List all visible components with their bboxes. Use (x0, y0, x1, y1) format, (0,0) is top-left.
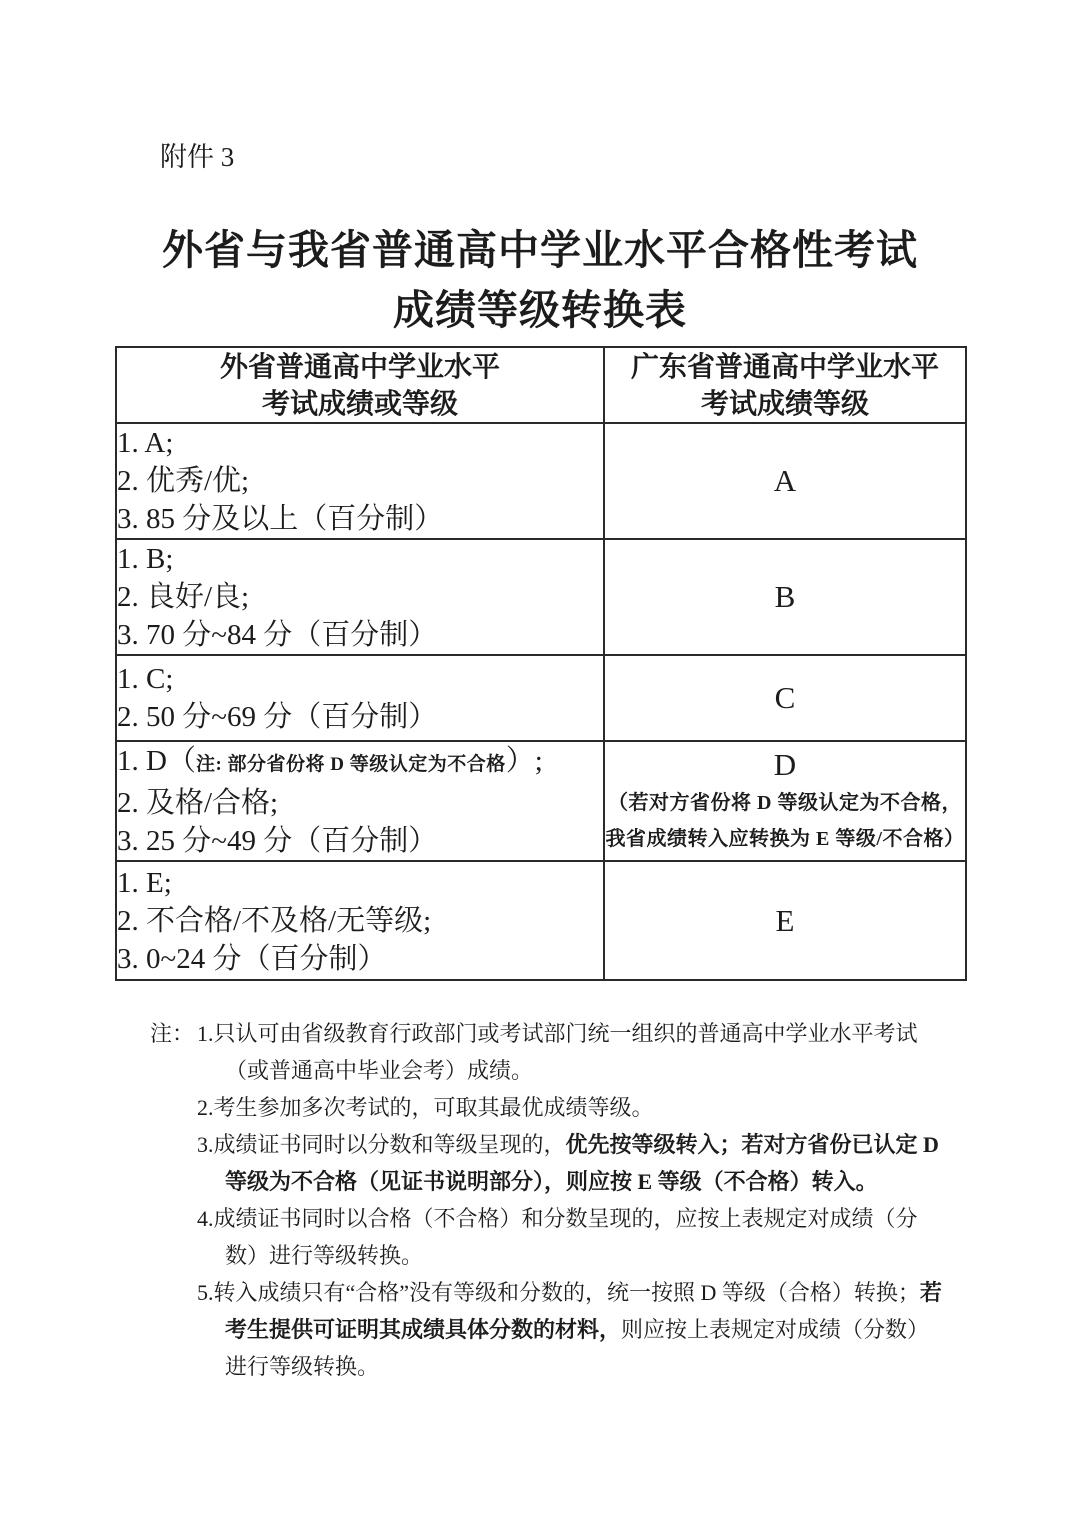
grade-conversion-table (115, 346, 967, 981)
grade-d-source-line-1 (117, 742, 603, 784)
grade-d-target-note-line-2: 我省成绩转入应转换为 E 等级/不合格） (605, 828, 965, 850)
header-other-province-line-2: 考试成绩或等级 (261, 388, 458, 419)
grade-b-source-line-2: 2. 良好/良; (117, 581, 250, 613)
note-item-3-bold-text: 优先按等级转入；若对方省份已认定 D 等级为不合格（见证书说明部分），则应按 E 等级（不合格）转入。 (225, 1132, 939, 1194)
note-item-5-text: 5.转入成绩只有“合格”没有等级和分数的，统一按照 D 等级（合格）转换； (197, 1280, 920, 1305)
grade-e-source-cell (116, 861, 604, 980)
grade-c-target-cell (604, 655, 966, 741)
table-row-grade-a (116, 423, 966, 539)
grade-a-source-cell (116, 423, 604, 539)
attachment-label: 附件 3 (160, 142, 235, 172)
note-item-3 (197, 1126, 950, 1200)
grade-a-source-line-1: 1. A; (117, 427, 174, 459)
grade-b-target-letter: B (774, 579, 796, 614)
table-header-row (116, 347, 966, 423)
note-item-3-text: 3.成绩证书同时以分数和等级呈现的， (197, 1132, 566, 1157)
grade-a-source-line-3: 3. 85 分及以上（百分制） (117, 503, 444, 535)
grade-e-source-line-3: 3. 0~24 分（百分制） (117, 942, 387, 975)
document-title (0, 220, 1080, 340)
grade-c-source-cell (116, 655, 604, 741)
grade-d-line-1-lead: 1. D（ (117, 745, 196, 777)
grade-c-source-line-2: 2. 50 分~69 分（百分制） (117, 701, 438, 733)
grade-b-source-line-1: 1. B; (117, 543, 174, 575)
grade-d-target-letter: D (773, 747, 797, 782)
note-item-1 (197, 1015, 950, 1089)
note-item-5-bold-text: 若考生提供可证明其成绩具体分数的材料， (225, 1280, 942, 1342)
grade-e-source-line-2: 2. 不合格/不及格/无等级; (117, 904, 432, 937)
header-cell-other-province (116, 347, 604, 423)
notes-list (197, 1015, 950, 1385)
grade-e-source-line-1: 1. E; (117, 866, 172, 899)
grade-d-target-cell (604, 741, 966, 861)
note-item-4-text: 4.成绩证书同时以合格（不合格）和分数呈现的，应按上表规定对成绩（分数）进行等级转换。 (197, 1206, 918, 1268)
grade-d-source-line-3: 3. 25 分~49 分（百分制） (117, 825, 438, 857)
table-row-grade-b (116, 539, 966, 655)
header-cell-guangdong (604, 347, 966, 423)
grade-a-source-line-2: 2. 优秀/优; (117, 465, 250, 497)
note-item-5 (197, 1274, 950, 1385)
notes-section (150, 1015, 950, 1385)
grade-b-target-cell (604, 539, 966, 655)
grade-b-source-line-3: 3. 70 分~84 分（百分制） (117, 619, 438, 651)
grade-a-target-cell (604, 423, 966, 539)
notes-label: 注： (150, 1021, 195, 1046)
note-item-4 (197, 1200, 950, 1274)
grade-c-source-line-1: 1. C; (117, 663, 174, 695)
grade-d-source-line-2: 2. 及格/合格; (117, 787, 279, 819)
grade-b-source-cell (116, 539, 604, 655)
title-line-1: 外省与我省普通高中学业水平合格性考试 (162, 227, 918, 273)
header-other-province-line-1: 外省普通高中学业水平 (219, 351, 500, 382)
grade-d-line-1-note: 注: 部分省份将 D 等级认定为不合格 (195, 754, 506, 775)
grade-d-target-note-line-1: （若对方省份将 D 等级认定为不合格， (608, 792, 962, 814)
note-item-1-text: 1.只认可由省级教育行政部门或考试部门统一组织的普通高中学业水平考试（或普通高中毕业会考）成绩。 (197, 1021, 918, 1083)
note-item-5-post-text: 则应按上表规定对成绩（分数）进行等级转换。 (225, 1317, 930, 1379)
note-item-2-text: 2.考生参加多次考试的，可取其最优成绩等级。 (197, 1095, 654, 1120)
title-line-2: 成绩等级转换表 (393, 287, 687, 333)
table-row-grade-c (116, 655, 966, 741)
grade-c-target-letter: C (774, 680, 796, 715)
grade-e-target-letter: E (775, 902, 795, 938)
grade-e-target-cell (604, 861, 966, 980)
grade-a-target-letter: A (773, 463, 797, 498)
header-guangdong-line-1: 广东省普通高中学业水平 (630, 351, 939, 382)
header-guangdong-line-2: 考试成绩等级 (700, 388, 869, 419)
grade-d-line-1-tail: ）; (505, 745, 543, 777)
table-row-grade-d (116, 741, 966, 861)
table-row-grade-e (116, 861, 966, 980)
note-item-2 (197, 1089, 950, 1126)
grade-d-source-cell (116, 741, 604, 861)
